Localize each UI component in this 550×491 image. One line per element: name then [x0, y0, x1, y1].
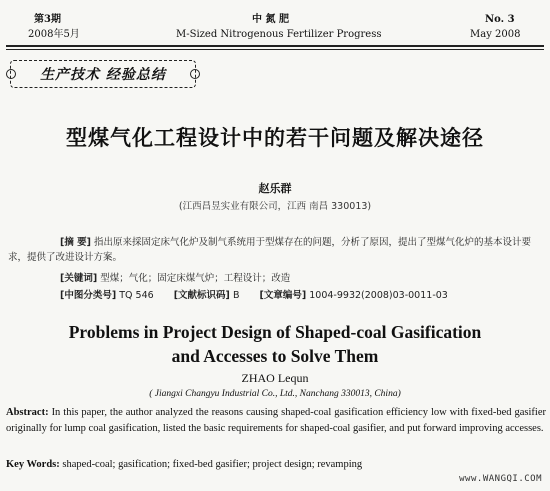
title-en-line2: and Accesses to Solve Them	[171, 346, 379, 366]
author-cn: 赵乐群	[258, 182, 292, 195]
clc-label: [中图分类号]	[60, 290, 117, 301]
abstract-label-cn: [摘 要]	[60, 237, 91, 248]
abstract-cn	[8, 235, 538, 265]
keywords-text-cn: 型煤；气化；固定床煤气炉；工程设计；改造	[100, 273, 291, 284]
abstract-label-en: Abstract:	[6, 407, 49, 418]
header-rule-thin	[6, 49, 544, 50]
keywords-en	[6, 459, 362, 470]
header-date-en: May 2008	[470, 29, 521, 40]
keywords-label-en: Key Words:	[6, 459, 60, 470]
header-issue-en: No. 3	[485, 14, 515, 25]
keywords-cn	[60, 270, 290, 284]
doc-code-value: B	[232, 290, 240, 301]
article-title-cn: 型煤气化工程设计中的若干问题及解决途径	[66, 126, 484, 150]
keywords-text-en: shaped-coal; gasification; fixed-bed gasifier; project design; revamping	[62, 459, 363, 470]
header-issue-cn: 第3期	[34, 14, 61, 25]
header-date-cn: 2008年5月	[28, 29, 80, 40]
affiliation-en: ( Jiangxi Changyu Industrial Co., Ltd., Nanchang 330013, China)	[149, 389, 401, 399]
header-journal-cn: 中 氮 肥	[252, 14, 289, 25]
keywords-label-cn: [关键词]	[60, 273, 98, 284]
clc-value: TQ 546	[119, 290, 154, 301]
header-journal-en: M-Sized Nitrogenous Fertilizer Progress	[176, 29, 382, 40]
abstract-text-cn: 指出原来採固定床气化炉及制气系统用于型煤存在的问题，分析了原因，提出了型煤气化炉的基本设计要求，提供了改进设计方案。	[8, 237, 532, 263]
classification-line	[60, 287, 448, 301]
article-no-value: 1004-9932(2008)03-0011-03	[309, 290, 448, 301]
header-rule-thick	[6, 45, 544, 47]
section-stamp: 生产技术 经验总结	[10, 60, 196, 88]
watermark: www.WANGQI.COM	[459, 474, 542, 484]
article-no-label: [文章编号]	[259, 290, 307, 301]
author-en: ZHAO Lequn	[241, 371, 309, 385]
affiliation-cn: (江西昌昱实业有限公司，江西 南昌 330013)	[178, 201, 372, 212]
abstract-text-en: In this paper, the author analyzed the reasons causing shaped-coal gasification efficiency low with fixed-bed gasifier originally for lump coal gasification, listed the basic requirements for shaped-coal gasifier, and put forward improving accesses.	[6, 407, 546, 434]
doc-code-label: [文献标识码]	[173, 290, 230, 301]
abstract-en	[6, 405, 546, 436]
article-title-en	[0, 320, 550, 368]
title-en-line1: Problems in Project Design of Shaped-coal Gasification	[68, 322, 482, 342]
